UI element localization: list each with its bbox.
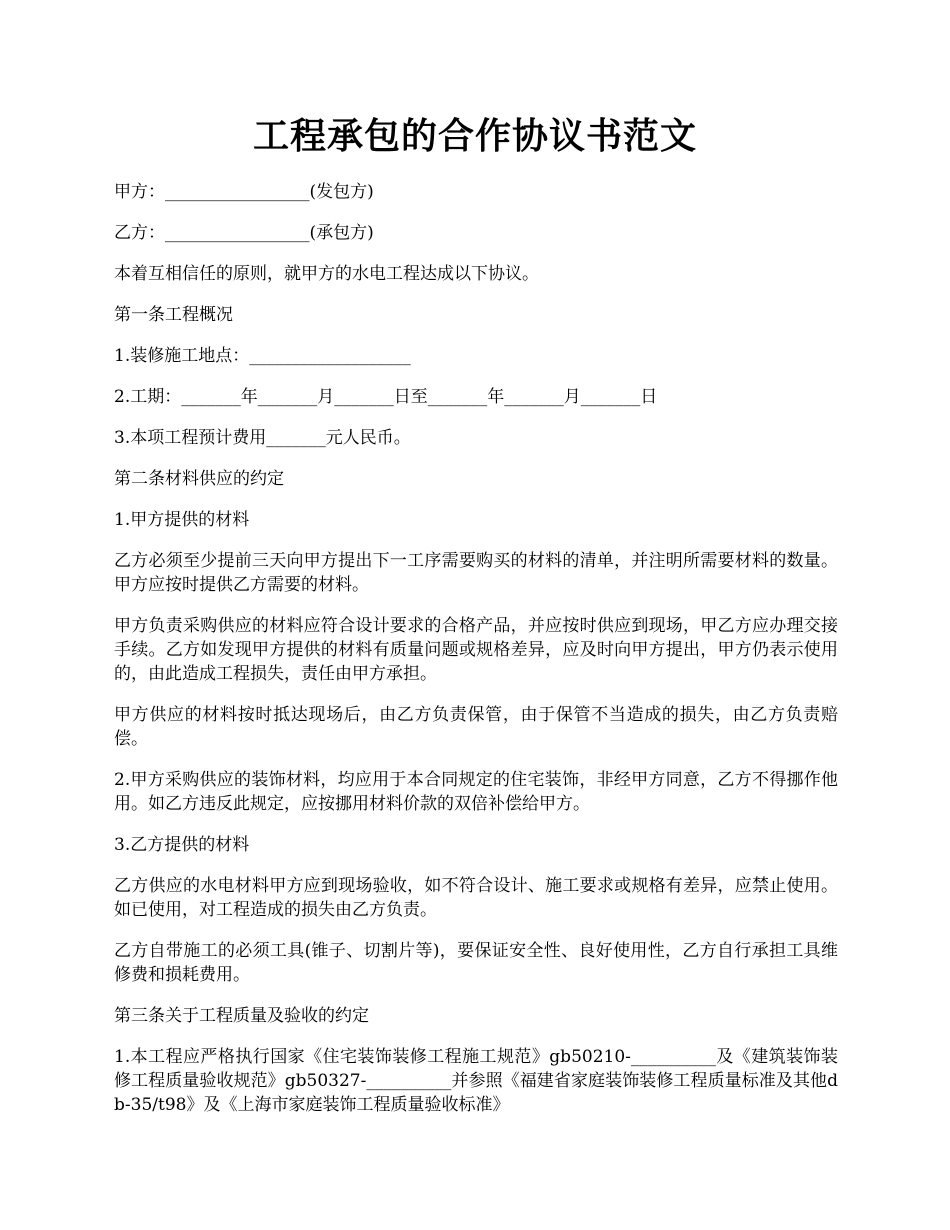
article-1-heading: 第一条工程概况 (114, 305, 233, 325)
document-body (114, 180, 838, 1134)
article-2-paragraph-4: 乙方供应的水电材料甲方应到现场验收，如不符合设计、施工要求或规格有差异，应禁止使用。如已使用，对工程造成的损失由乙方负责。 (114, 876, 838, 920)
article-3-item-1: 1.本工程应严格执行国家《住宅装饰装修工程施工规范》gb50210-__________及《建筑装饰装修工程质量验收规范》gb50327-__________并参照《福建省家庭装饰装修工程质量标准及其他db-35/t98》及《上海市家庭装饰工程质量验收标准》 (114, 1047, 838, 1115)
party-b-line: 乙方：_________________(承包方) (114, 223, 374, 243)
article-2-paragraph-3: 甲方供应的材料按时抵达现场后，由乙方负责保管，由于保管不当造成的损失，由乙方负责赔偿。 (114, 705, 838, 749)
preamble: 本着互相信任的原则，就甲方的水电工程达成以下协议。 (114, 264, 539, 284)
article-2-item-1-heading: 1.甲方提供的材料 (114, 510, 250, 530)
document-title: 工程承包的合作协议书范文 (252, 115, 697, 157)
article-2-paragraph-1: 乙方必须至少提前三天向甲方提出下一工序需要购买的材料的清单，并注明所需要材料的数量。甲方应按时提供乙方需要的材料。 (114, 551, 838, 595)
article-2-paragraph-5: 乙方自带施工的必须工具(锥子、切割片等)，要保证安全性、良好使用性，乙方自行承担工具维修费和损耗费用。 (114, 941, 838, 985)
article-2-paragraph-2: 甲方负责采购供应的材料应符合设计要求的合格产品，并应按时供应到现场，甲乙方应办理交接手续。乙方如发现甲方提供的材料有质量问题或规格差异，应及时向甲方提出，甲方仍表示使用的，由此造成工程损失，责任由甲方承担。 (114, 616, 838, 684)
article-2-heading: 第二条材料供应的约定 (114, 469, 284, 489)
article-3-heading: 第三条关于工程质量及验收的约定 (114, 1006, 369, 1026)
article-2-item-2: 2.甲方采购供应的装饰材料，均应用于本合同规定的住宅装饰，非经甲方同意，乙方不得挪作他用。如乙方违反此规定，应按挪用材料价款的双倍补偿给甲方。 (114, 770, 838, 814)
article-1-item-2: 2.工期：_______年_______月_______日至_______年_______月_______日 (114, 387, 658, 407)
party-a-line: 甲方：_________________(发包方) (114, 182, 374, 202)
article-1-item-3: 3.本项工程预计费用_______元人民币。 (114, 428, 411, 448)
article-2-item-3-heading: 3.乙方提供的材料 (114, 835, 250, 855)
article-1-item-1: 1.装修施工地点：___________________ (114, 346, 411, 366)
